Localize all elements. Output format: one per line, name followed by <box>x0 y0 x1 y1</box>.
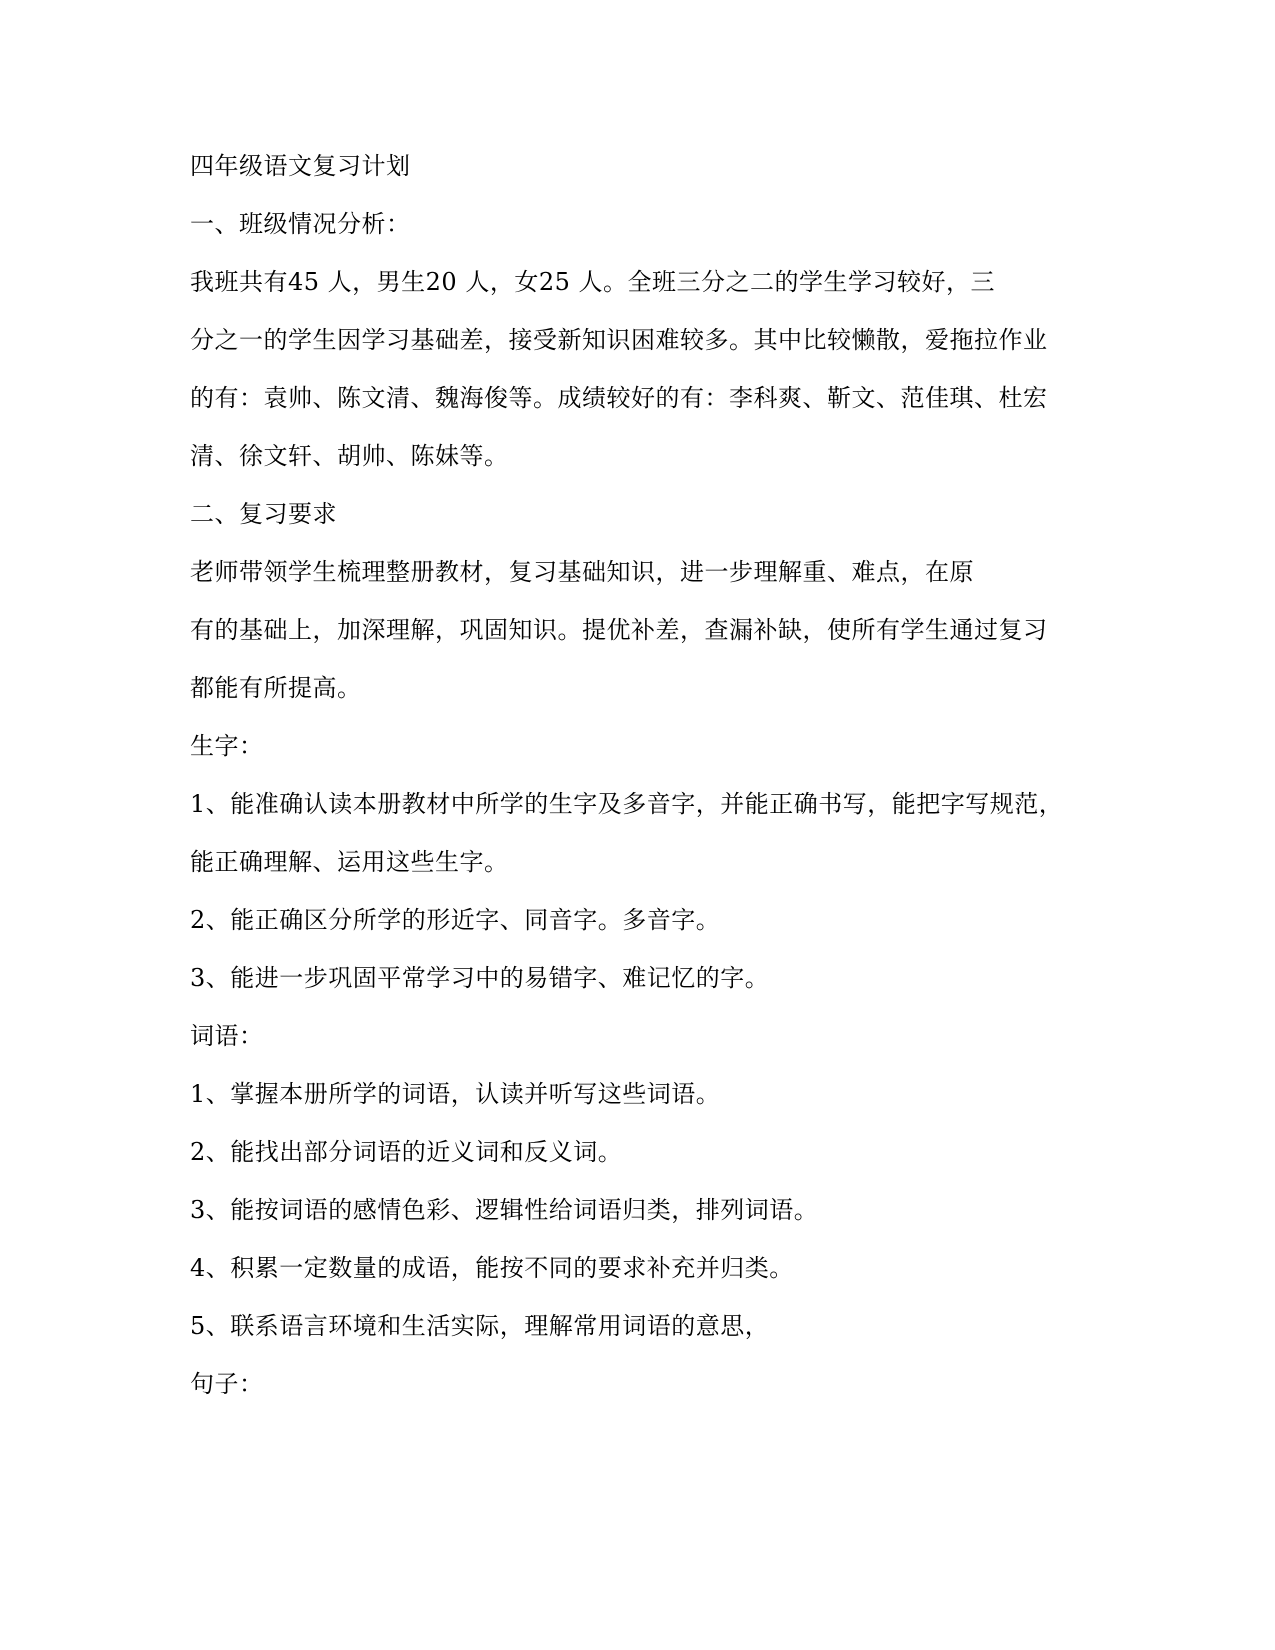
paragraph-line: 清、徐文轩、胡帅、陈妹等。 <box>190 442 509 470</box>
subheading-sentences: 句子： <box>190 1370 264 1398</box>
paragraph-line: 都能有所提高。 <box>190 674 362 702</box>
list-item: 4、积累一定数量的成语，能按不同的要求补充并归类。 <box>190 1254 794 1282</box>
subheading-characters: 生字： <box>190 732 264 760</box>
list-item: 3、能进一步巩固平常学习中的易错字、难记忆的字。 <box>190 964 770 992</box>
paragraph-line: 分之一的学生因学习基础差，接受新知识困难较多。其中比较懒散，爱拖拉作业 <box>190 326 1048 354</box>
list-item-continuation: 能正确理解、运用这些生字。 <box>190 848 509 876</box>
document-title: 四年级语文复习计划 <box>190 152 411 180</box>
paragraph-line: 我班共有45 人，男生20 人，女25 人。全班三分之二的学生学习较好，三 <box>190 268 996 296</box>
paragraph-line: 有的基础上，加深理解，巩固知识。提优补差，查漏补缺，使所有学生通过复习 <box>190 616 1048 644</box>
list-item: 3、能按词语的感情色彩、逻辑性给词语归类，排列词语。 <box>190 1196 819 1224</box>
list-item: 1、掌握本册所学的词语，认读并听写这些词语。 <box>190 1080 721 1108</box>
section-heading-review-requirements: 二、复习要求 <box>190 500 337 528</box>
list-item: 2、能找出部分词语的近义词和反义词。 <box>190 1138 623 1166</box>
section-heading-class-analysis: 一、班级情况分析： <box>190 210 411 238</box>
paragraph-line: 的有：袁帅、陈文清、魏海俊等。成绩较好的有：李科爽、靳文、范佳琪、杜宏 <box>190 384 1048 412</box>
subheading-words: 词语： <box>190 1022 264 1050</box>
list-item: 2、能正确区分所学的形近字、同音字。多音字。 <box>190 906 721 934</box>
list-item: 1、能准确认读本册教材中所学的生字及多音字，并能正确书写，能把字写规范， <box>190 790 1064 818</box>
paragraph-line: 老师带领学生梳理整册教材，复习基础知识，进一步理解重、难点，在原 <box>190 558 974 586</box>
list-item: 5、联系语言环境和生活实际，理解常用词语的意思， <box>190 1312 770 1340</box>
